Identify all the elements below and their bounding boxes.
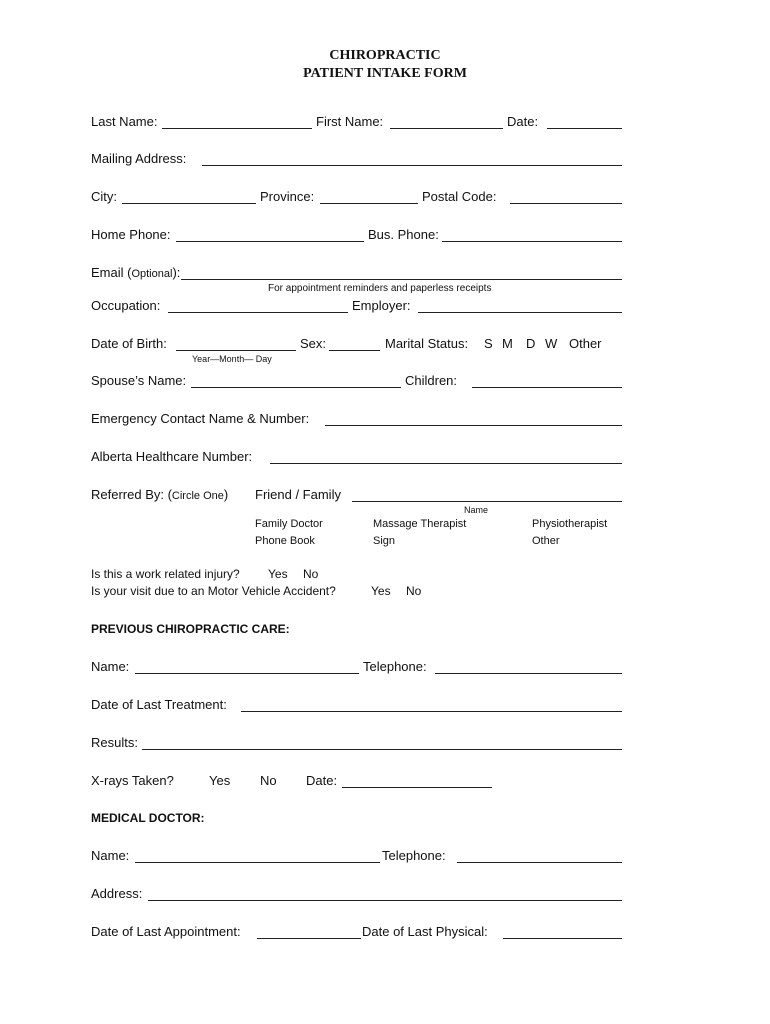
work-injury-no[interactable]: No xyxy=(303,567,319,581)
referred-by-label: Referred By: (Circle One) xyxy=(91,487,229,502)
marital-option-d[interactable]: D xyxy=(526,336,536,351)
last-appointment-field[interactable] xyxy=(257,938,361,939)
marital-option-other[interactable]: Other xyxy=(569,336,602,351)
healthcare-number-label: Alberta Healthcare Number: xyxy=(91,449,253,464)
referred-option-massage-therapist[interactable]: Massage Therapist xyxy=(373,518,467,530)
postal-code-field[interactable] xyxy=(510,203,622,204)
doctor-telephone-field[interactable] xyxy=(457,862,622,863)
prev-name-field[interactable] xyxy=(135,673,359,674)
emergency-contact-field[interactable] xyxy=(325,425,622,426)
xrays-date-label: Date: xyxy=(306,773,338,788)
referred-option-family-doctor[interactable]: Family Doctor xyxy=(255,518,323,530)
previous-care-heading: PREVIOUS CHIROPRACTIC CARE: xyxy=(91,622,290,636)
referred-option-friend-family[interactable]: Friend / Family xyxy=(255,487,341,502)
referred-option-phone-book[interactable]: Phone Book xyxy=(255,535,315,547)
marital-option-w[interactable]: W xyxy=(545,336,558,351)
referred-option-sign[interactable]: Sign xyxy=(373,535,396,547)
prev-name-label: Name: xyxy=(91,659,130,674)
province-field[interactable] xyxy=(320,203,418,204)
mailing-address-field[interactable] xyxy=(202,165,622,166)
mva-yes[interactable]: Yes xyxy=(371,584,391,598)
city-label: City: xyxy=(91,189,117,204)
mailing-address-label: Mailing Address: xyxy=(91,151,187,166)
date-field[interactable] xyxy=(547,128,622,129)
results-label: Results: xyxy=(91,735,138,750)
children-label: Children: xyxy=(405,373,458,388)
emergency-contact-label: Emergency Contact Name & Number: xyxy=(91,411,310,426)
bus-phone-field[interactable] xyxy=(442,241,622,242)
healthcare-number-field[interactable] xyxy=(270,463,622,464)
xrays-yes[interactable]: Yes xyxy=(209,773,231,788)
dob-format-hint: Year—Month— Day xyxy=(192,354,272,364)
referred-option-other[interactable]: Other xyxy=(532,535,560,547)
xrays-date-field[interactable] xyxy=(342,787,492,788)
doctor-address-label: Address: xyxy=(91,886,143,901)
results-field[interactable] xyxy=(142,749,622,750)
referred-option-physiotherapist[interactable]: Physiotherapist xyxy=(532,518,608,530)
marital-option-m[interactable]: M xyxy=(502,336,513,351)
occupation-label: Occupation: xyxy=(91,298,161,313)
dob-field[interactable] xyxy=(176,350,296,351)
work-injury-yes[interactable]: Yes xyxy=(268,567,288,581)
last-appointment-label: Date of Last Appointment: xyxy=(91,924,241,939)
first-name-label: First Name: xyxy=(316,114,384,129)
doctor-name-field[interactable] xyxy=(135,862,380,863)
form-title-line2: PATIENT INTAKE FORM xyxy=(303,66,467,81)
employer-label: Employer: xyxy=(352,298,411,313)
first-name-field[interactable] xyxy=(390,128,503,129)
date-label: Date: xyxy=(507,114,539,129)
last-physical-field[interactable] xyxy=(503,938,622,939)
city-field[interactable] xyxy=(122,203,256,204)
spouse-name-field[interactable] xyxy=(191,387,401,388)
prev-telephone-field[interactable] xyxy=(435,673,622,674)
bus-phone-label: Bus. Phone: xyxy=(368,227,439,242)
last-treatment-label: Date of Last Treatment: xyxy=(91,697,227,712)
medical-doctor-heading: MEDICAL DOCTOR: xyxy=(91,811,205,825)
last-name-field[interactable] xyxy=(162,128,312,129)
email-label: Email (Optional): xyxy=(91,265,181,280)
referral-name-hint: Name xyxy=(464,505,489,515)
xrays-no[interactable]: No xyxy=(260,773,277,788)
sex-field[interactable] xyxy=(329,350,380,351)
mva-no[interactable]: No xyxy=(406,584,422,598)
children-field[interactable] xyxy=(472,387,622,388)
doctor-address-field[interactable] xyxy=(148,900,622,901)
province-label: Province: xyxy=(260,189,315,204)
xrays-label: X-rays Taken? xyxy=(91,773,174,788)
email-field[interactable] xyxy=(181,279,622,280)
spouse-name-label: Spouse’s Name: xyxy=(91,373,187,388)
email-note: For appointment reminders and paperless receipts xyxy=(268,283,492,294)
sex-label: Sex: xyxy=(300,336,327,351)
last-name-label: Last Name: xyxy=(91,114,158,129)
marital-status-label: Marital Status: xyxy=(385,336,469,351)
marital-option-s[interactable]: S xyxy=(484,336,493,351)
work-injury-question: Is this a work related injury? xyxy=(91,567,240,581)
dob-label: Date of Birth: xyxy=(91,336,167,351)
employer-field[interactable] xyxy=(418,312,622,313)
home-phone-field[interactable] xyxy=(176,241,364,242)
form-title-line1: CHIROPRACTIC xyxy=(329,48,441,63)
occupation-field[interactable] xyxy=(168,312,348,313)
last-treatment-field[interactable] xyxy=(241,711,622,712)
doctor-name-label: Name: xyxy=(91,848,130,863)
doctor-telephone-label: Telephone: xyxy=(382,848,446,863)
postal-code-label: Postal Code: xyxy=(422,189,497,204)
mva-question: Is your visit due to an Motor Vehicle Accident? xyxy=(91,584,336,598)
prev-telephone-label: Telephone: xyxy=(363,659,427,674)
referral-name-field[interactable] xyxy=(352,501,622,502)
home-phone-label: Home Phone: xyxy=(91,227,171,242)
last-physical-label: Date of Last Physical: xyxy=(362,924,488,939)
